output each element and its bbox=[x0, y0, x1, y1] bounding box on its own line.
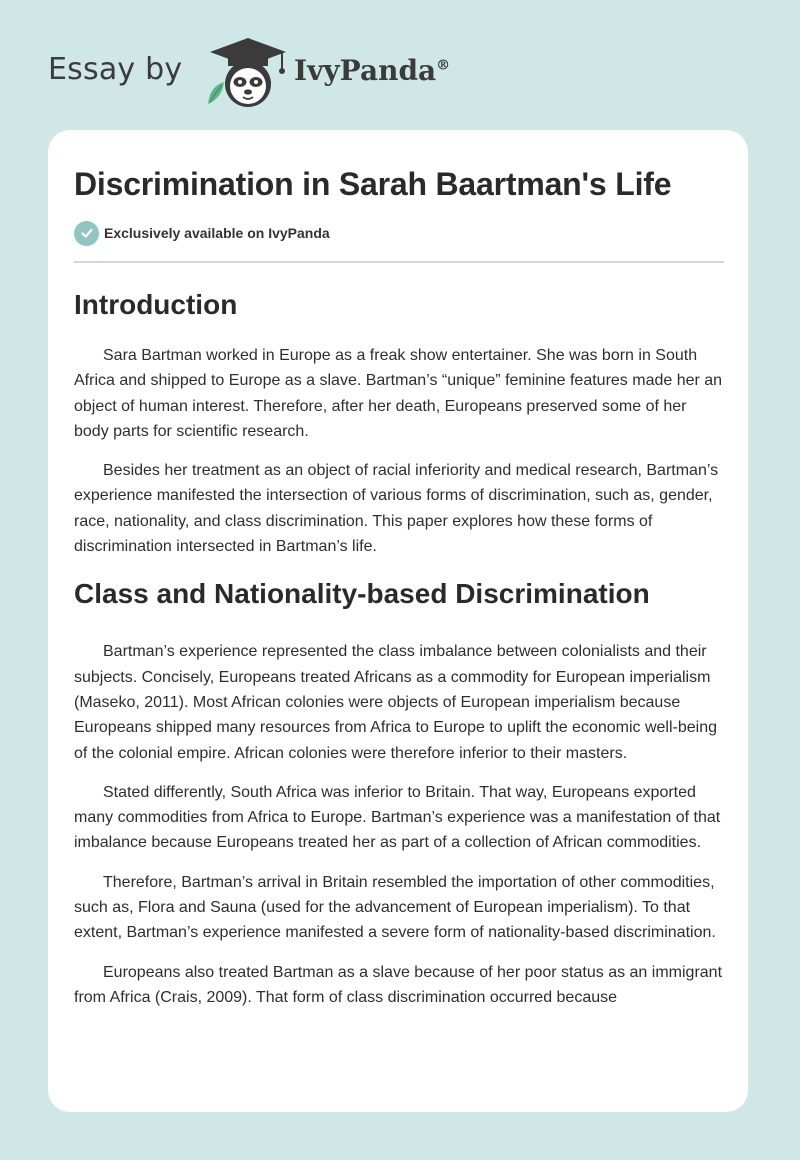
section-heading: Class and Nationality-based Discrimination bbox=[74, 578, 650, 610]
brand-header[interactable] bbox=[48, 36, 468, 110]
check-icon bbox=[74, 221, 99, 246]
panda-logo-icon bbox=[200, 36, 300, 110]
paragraph: Therefore, Bartman’s arrival in Britain resembled the importation of other commodities, such as, Flora and Sauna (used for the advancement of European imperialism). To that extent, Bartman’s experience manifested a severe form of nationality-based discrimination. bbox=[74, 873, 716, 942]
article-content bbox=[74, 164, 724, 1010]
article-card bbox=[48, 130, 748, 1112]
paragraph: Sara Bartman worked in Europe as a freak show entertainer. She was born in South Africa and shipped to Europe as a slave. Bartman’s “unique” feminine features made her an object of human interest. Therefore, after her death, Europeans preserved some of her body parts for scientific research. bbox=[74, 347, 723, 440]
paragraph: Bartman’s experience represented the class imbalance between colonialists and their subjects. Concisely, Europeans treated Africans as a commodity for European imperialism (Maseko, 2011). Most African colonies were objects of European imperialism because Europeans shipped many resources from Africa to Europe to uplift the economic well-being of the colonial empire. African colonies were therefore inferior to their masters. bbox=[74, 643, 718, 762]
paragraph: Stated differently, South Africa was inferior to Britain. That way, Europeans exported many commodities from Africa to Europe. Bartman’s experience was a manifestation of that imbalance because Europeans treated her as part of a collection of African commodities. bbox=[74, 783, 721, 852]
section-heading: Introduction bbox=[74, 289, 238, 320]
brand-name: IvyPanda® bbox=[294, 54, 451, 87]
exclusive-badge bbox=[74, 220, 724, 246]
exclusive-badge-label: Exclusively available on IvyPanda bbox=[104, 225, 330, 241]
title-divider bbox=[74, 261, 724, 263]
paragraph: Besides her treatment as an object of racial inferiority and medical research, Bartman’s experience manifested the intersection of various forms of discrimination, such as, gender, race, nationality, and class discrimination. This paper explores how these forms of discrimination intersected in Bartman’s life. bbox=[74, 462, 719, 556]
brand-prefix: Essay by bbox=[48, 52, 183, 87]
paragraph: Europeans also treated Bartman as a slave because of her poor status as an immigrant from Africa (Crais, 2009). That form of class discrimination occurred because bbox=[74, 963, 723, 1006]
page-title: Discrimination in Sarah Baartman's Life bbox=[74, 166, 672, 202]
